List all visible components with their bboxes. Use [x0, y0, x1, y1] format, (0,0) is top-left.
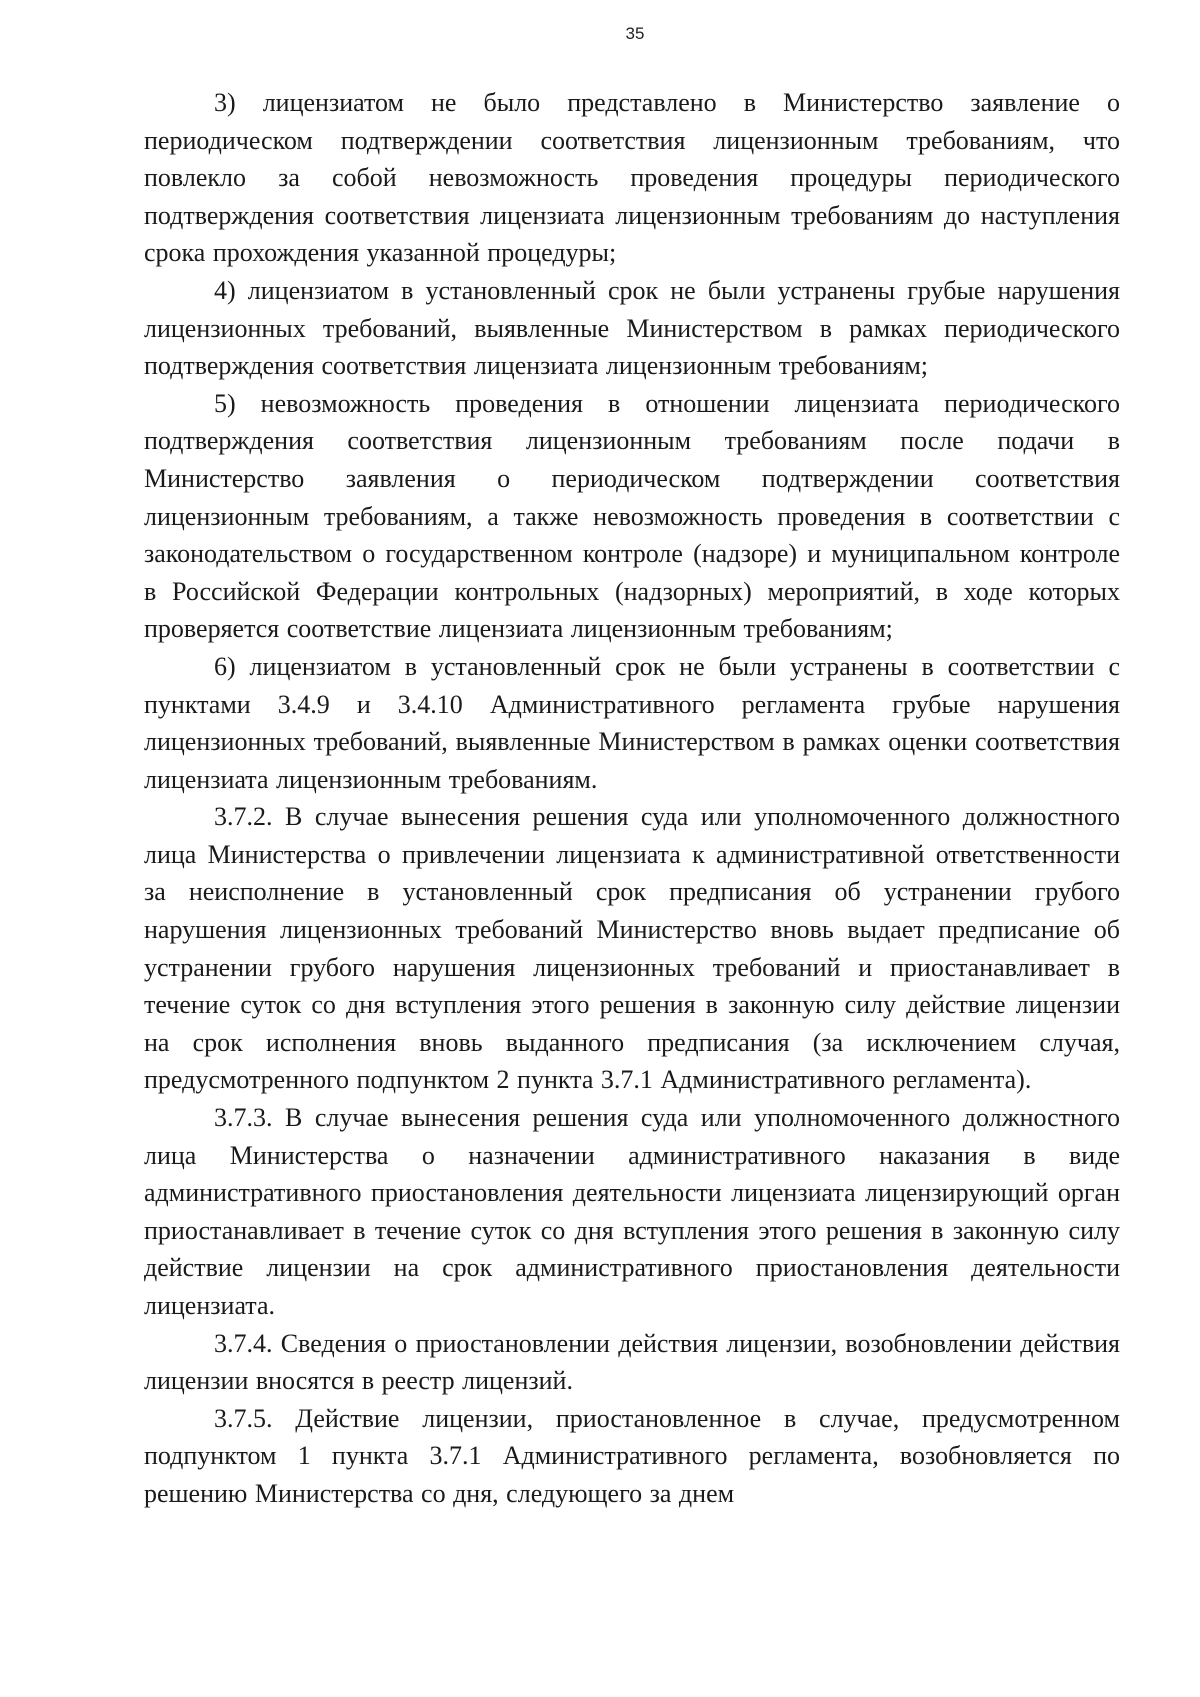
- paragraph-item-4: 4) лицензиатом в установленный срок не были устранены грубые нарушения лицензионных требований, выявленные Министерством в рамках периодического подтверждения соответствия лицензиата лицензионным требованиям;: [144, 275, 1120, 381]
- paragraph-3-7-4: 3.7.4. Сведения о приостановлении действия лицензии, возобновлении действия лицензии вносятся в реестр лицензий.: [144, 1328, 1120, 1396]
- document-body: [144, 84, 1120, 1513]
- paragraph-3-7-2: 3.7.2. В случае вынесения решения суда или уполномоченного должностного лица Министерства о привлечении лицензиата к административной ответственности за неисполнение в установленный срок предписания об устранении грубого нарушения лицензионных требований Министерство вновь выдает предписание об устранении грубого нарушения лицензионных требований и приостанавливает в течение суток со дня вступления этого решения в законную силу действие лицензии на срок исполнения вновь выданного предписания (за исключением случая, предусмотренного подпунктом 2 пункта 3.7.1 Административного регламента).: [144, 802, 1120, 1095]
- page-number: 35: [625, 24, 645, 43]
- paragraph-item-6: 6) лицензиатом в установленный срок не были устранены в соответствии с пунктами 3.4.9 и 3.4.10 Административного регламента грубые нарушения лицензионных требований, выявленные Министерством в рамках оценки соответствия лицензиата лицензионным требованиям.: [144, 651, 1120, 794]
- paragraph-item-3: 3) лицензиатом не было представлено в Министерство заявление о периодическом подтверждении соответствия лицензионным требованиям, что повлекло за собой невозможность проведения процедуры периодического подтверждения соответствия лицензиата лицензионным требованиям до наступления срока прохождения указанной процедуры;: [144, 88, 1120, 268]
- paragraph-item-5: 5) невозможность проведения в отношении лицензиата периодического подтверждения соответствия лицензионным требованиям после подачи в Министерство заявления о периодическом подтверждении соответствия лицензионным требованиям, а также невозможность проведения в соответствии с законодательством о государственном контроле (надзоре) и муниципальном контроле в Российской Федерации контрольных (надзорных) мероприятий, в ходе которых проверяется соответствие лицензиата лицензионным требованиям;: [144, 388, 1120, 644]
- paragraph-3-7-3: 3.7.3. В случае вынесения решения суда или уполномоченного должностного лица Министерства о назначении административного наказания в виде административного приостановления деятельности лицензиата лицензирующий орган приостанавливает в течение суток со дня вступления этого решения в законную силу действие лицензии на срок административного приостановления деятельности лицензиата.: [144, 1103, 1120, 1320]
- paragraph-3-7-5: 3.7.5. Действие лицензии, приостановленное в случае, предусмотренном подпунктом 1 пункта 3.7.1 Административного регламента, возобновляется по решению Министерства со дня, следующего за днем: [144, 1403, 1120, 1508]
